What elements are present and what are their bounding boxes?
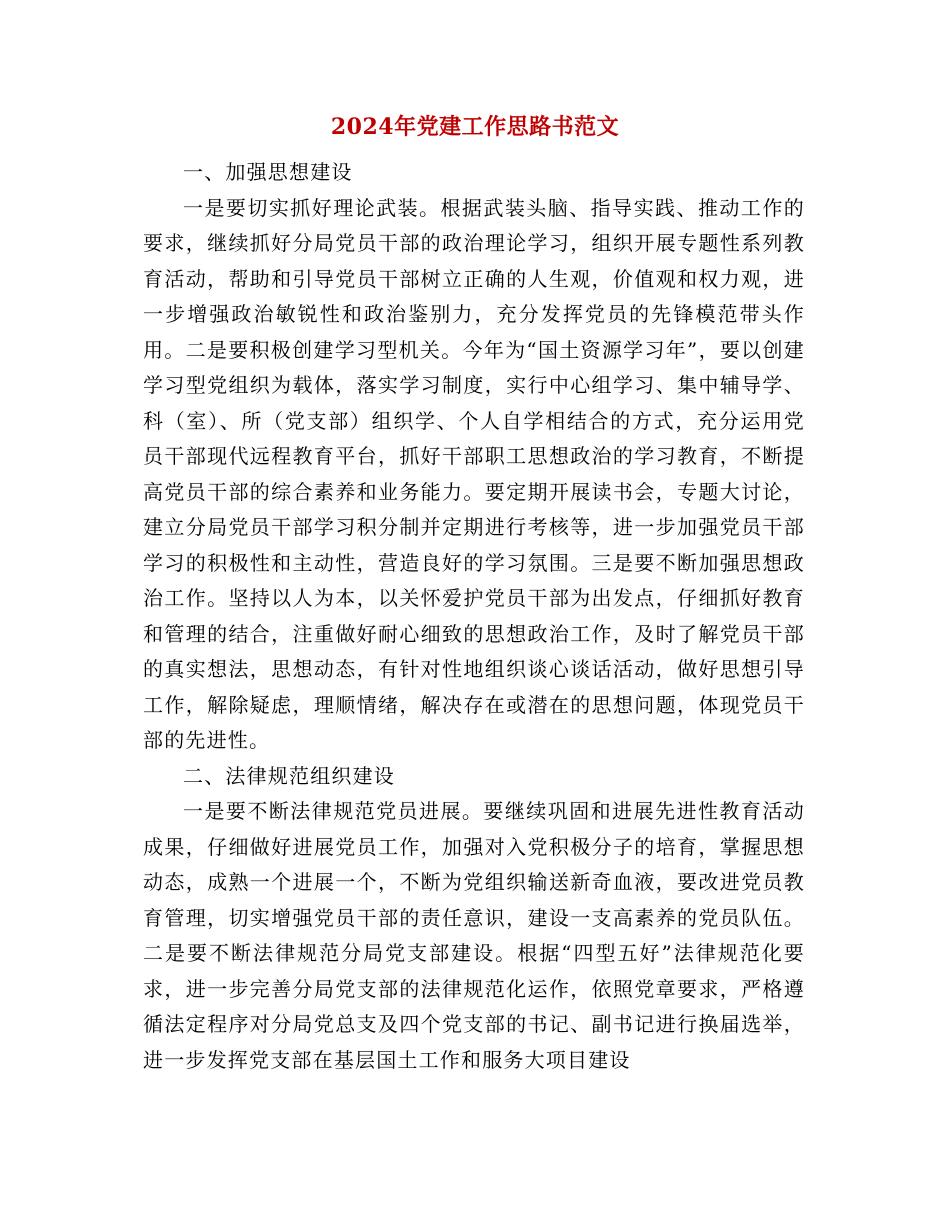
section-heading: 一、加强思想建设 <box>183 160 353 184</box>
section-heading: 二、法律规范组织建设 <box>183 763 395 788</box>
document-body <box>143 155 805 1078</box>
body-paragraph: 一是要切实抓好理论武装。根据武装头脑、指导实践、推动工作的要求，继续抓好分局党员干部的政治理论学习，组织开展专题性系列教育活动，帮助和引导党员干部树立正确的人生观，价值观和权力观，进一步增强政治敏锐性和政治鉴别力，充分发挥党员的先锋模范带头作用。二是要积极创建学习型机关。今年为“国土资源学习年”，要以创建学习型党组织为载体，落实学习制度，实行中心组学习、集中辅导学、科（室）、所（党支部）组织学、个人自学相结合的方式，充分运用党员干部现代远程教育平台，抓好干部职工思想政治的学习教育，不断提高党员干部的综合素养和业务能力。要定期开展读书会，专题大讨论，建立分局党员干部学习积分制并定期进行考核等，进一步加强党员干部学习的积极性和主动性，营造良好的学习氛围。三是要不断加强思想政治工作。坚持以人为本，以关怀爱护党员干部为出发点，仔细抓好教育和管理的结合，注重做好耐心细致的思想政治工作，及时了解党员干部的真实想法，思想动态，有针对性地组织谈心谈话活动，做好思想引导工作，解除疑虑，理顺情绪，解决存在或潜在的思想问题，体现党员干部的先进性。 <box>143 195 805 752</box>
body-paragraph: 一是要不断法律规范党员进展。要继续巩固和进展先进性教育活动成果，仔细做好进展党员工作，加强对入党积极分子的培育，掌握思想动态，成熟一个进展一个，不断为党组织输送新奇血液，要改进党员教育管理，切实增强党员干部的责任意识，建设一支高素养的党员队伍。二是要不断法律规范分局党支部建设。根据“四型五好”法律规范化要求，进一步完善分局党支部的法律规范化运作，依照党章要求，严格遵循法定程序对分局党总支及四个党支部的书记、副书记进行换届选举，进一步发挥党支部在基层国土工作和服务大项目建设 <box>143 799 805 1072</box>
document-title: 2024年党建工作思路书范文 <box>330 114 620 140</box>
